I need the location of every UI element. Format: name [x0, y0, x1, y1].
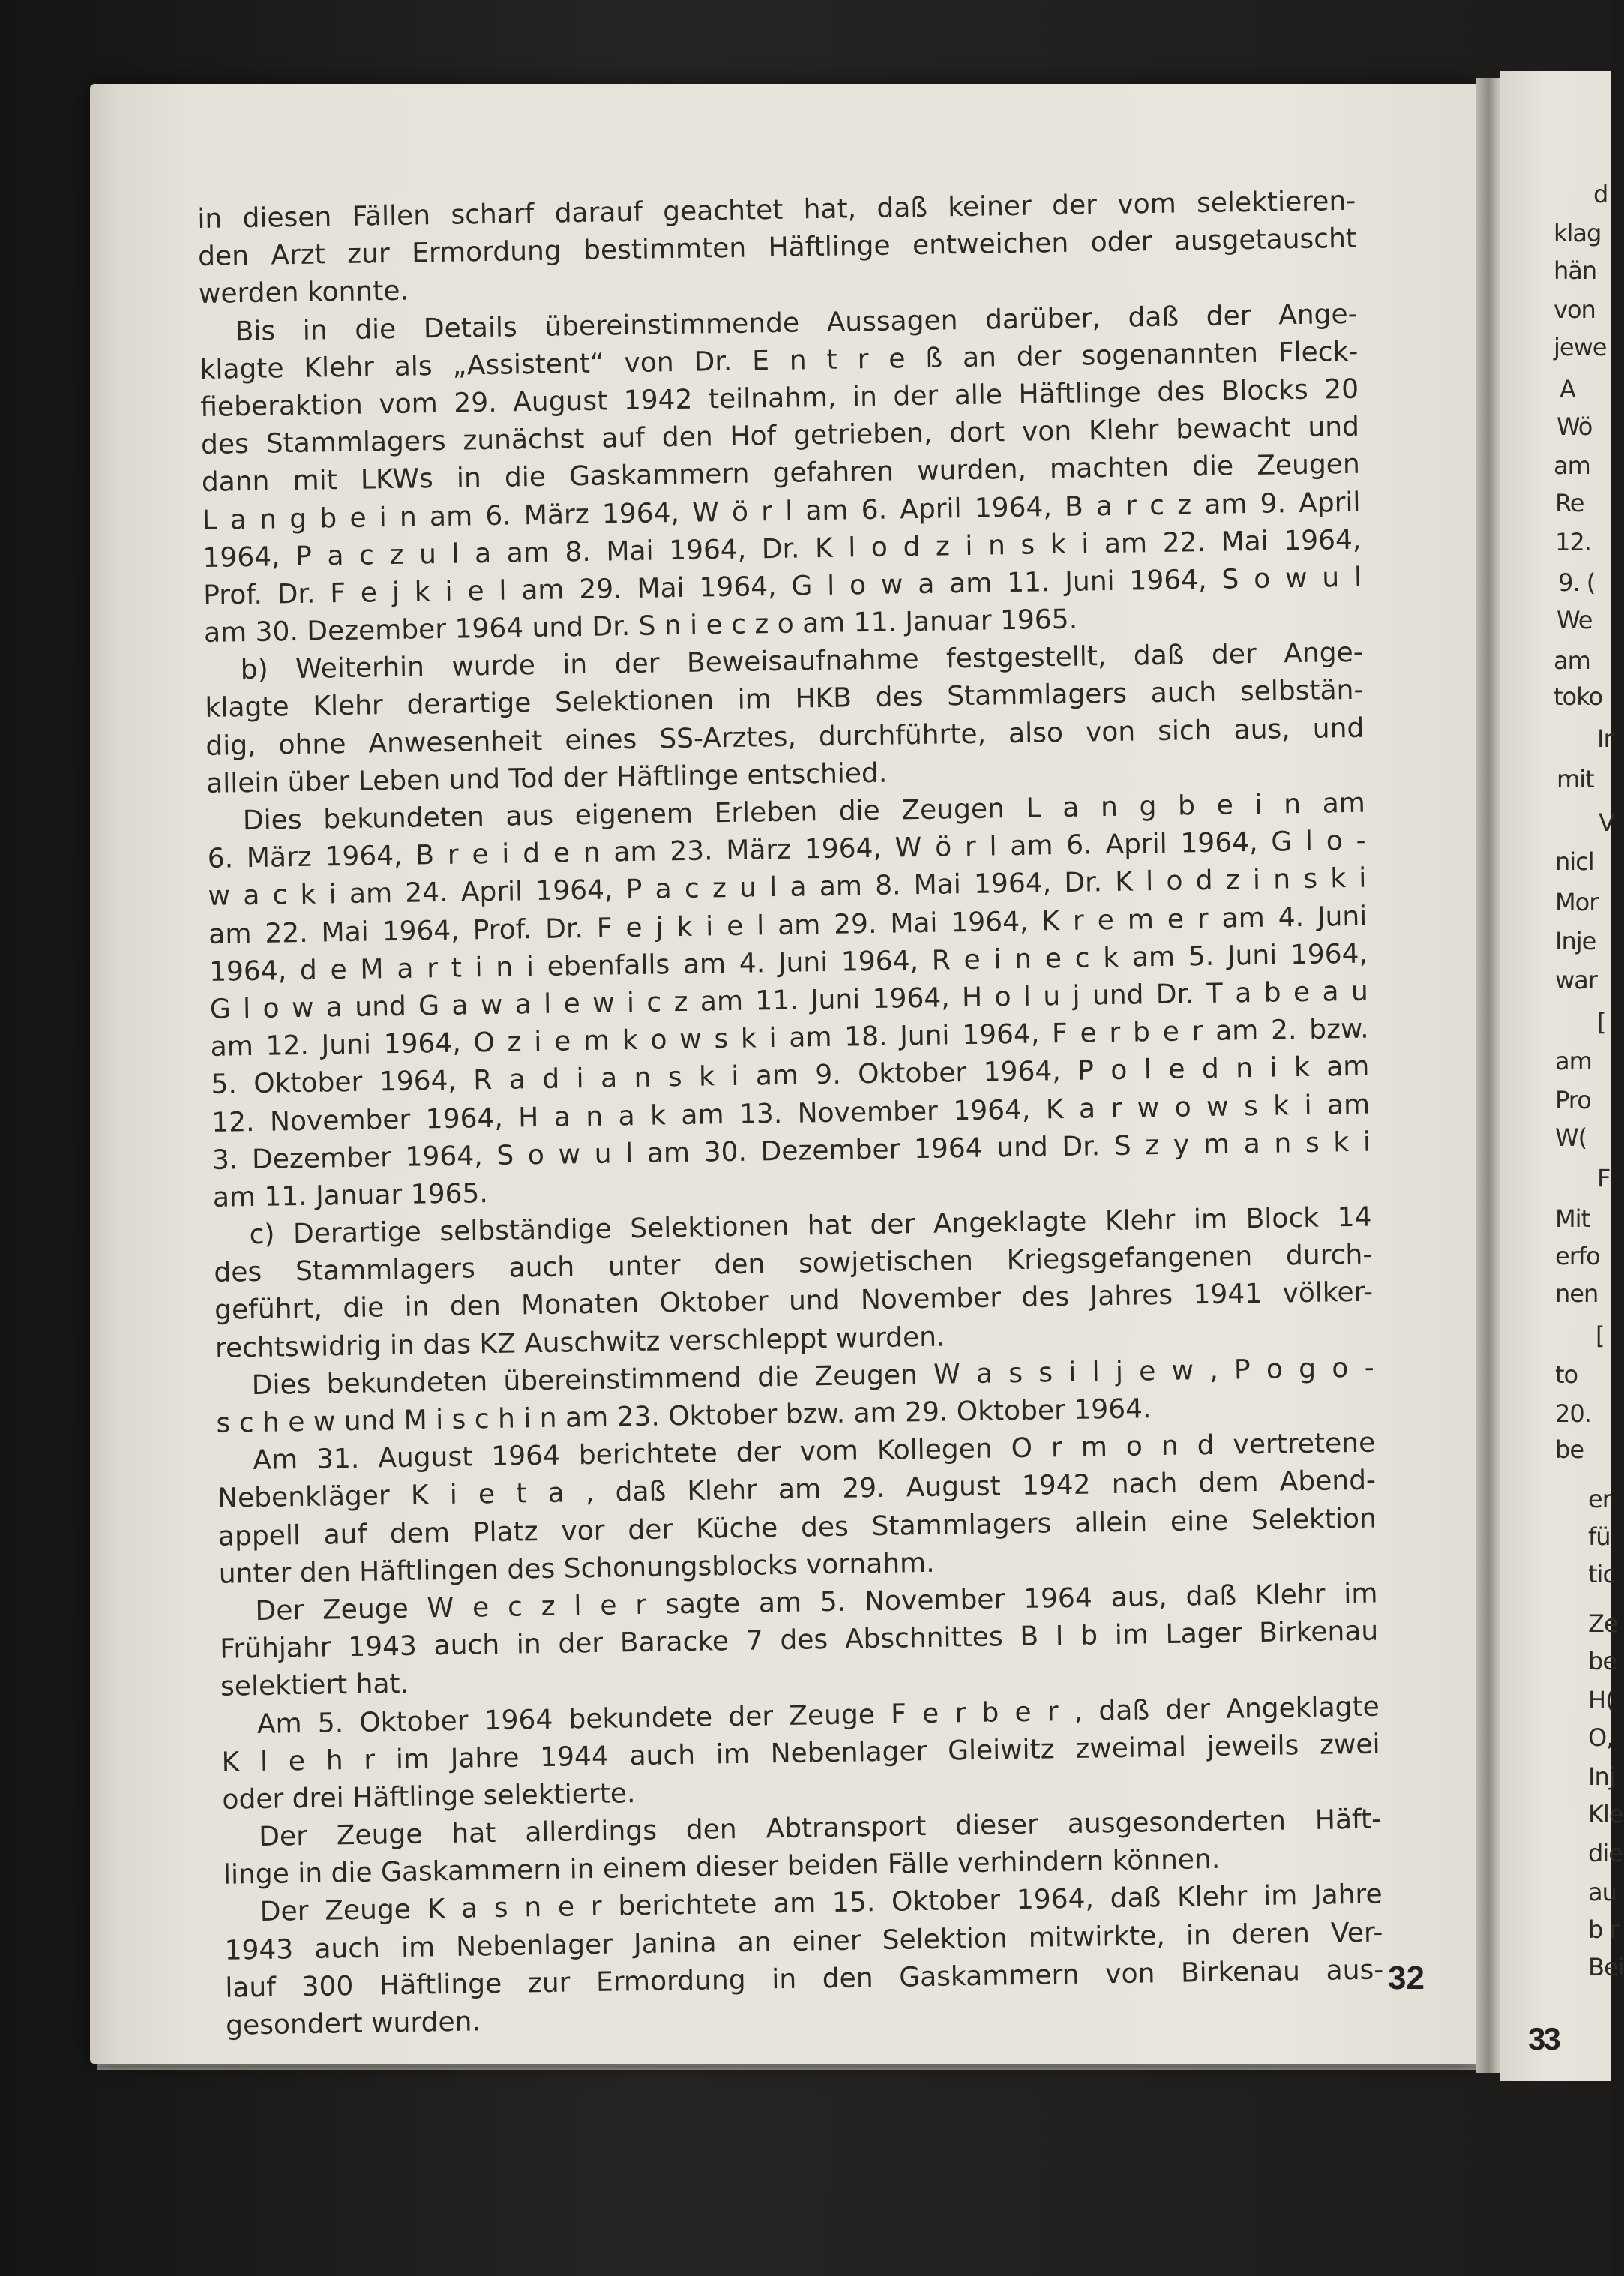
text-line: Der Zeuge hat allerdings den Abtransport dieser ausgesonderten Häft-	[258, 1804, 1382, 1853]
text-line: Der Zeuge K a s n e r berichtete am 15. Oktober 1964, daß Klehr im Jahre	[259, 1879, 1383, 1928]
text-line: 5. Oktober 1964, R a d i a n s k i am 9. Oktober 1964, P o l e d n i k am	[211, 1051, 1370, 1101]
text-line: am 22. Mai 1964, Prof. Dr. F e j k i e l am 29. Mai 1964, K r e m e r am 4. Juni	[208, 901, 1368, 950]
right-page-text-fragment: tic	[1588, 1560, 1616, 1588]
right-page-text-fragment: Inj	[1588, 1762, 1615, 1791]
text-line: L a n g b e i n am 6. März 1964, W ö r l am 6. April 1964, B a r c z am 9. April	[202, 487, 1361, 536]
right-page-text-fragment: F	[1597, 1164, 1611, 1192]
page-number-right: 33	[1528, 2021, 1559, 2056]
text-line: selektiert hat.	[220, 1669, 409, 1703]
text-line: K l e h r im Jahre 1944 auch im Nebenlager Gleiwitz zweimal jeweils zwei	[221, 1729, 1380, 1778]
right-page-text-fragment: [	[1597, 1008, 1606, 1036]
text-line: in diesen Fällen scharf darauf geachtet hat, daß keiner der vom selektieren-	[197, 185, 1356, 235]
right-page-text-fragment: Pro	[1555, 1086, 1591, 1114]
text-line: des Stammlagers auch unter den sowjetischen Kriegsgefangenen durch-	[214, 1239, 1373, 1289]
right-page-text-fragment: We	[1557, 606, 1593, 634]
right-page-text-fragment: am	[1554, 646, 1590, 675]
right-page-text-fragment: Ir	[1597, 724, 1613, 753]
right-page-text-fragment: 20.	[1555, 1399, 1591, 1428]
text-line: 1943 auch im Nebenlager Janina an einer Selektion mitwirkte, in deren Ver-	[224, 1917, 1383, 1966]
text-line: gesondert wurden.	[225, 2006, 481, 2041]
text-line: am 11. Januar 1965.	[212, 1177, 489, 1213]
right-page-text-fragment: A	[1560, 375, 1575, 403]
right-page-text-fragment: fü	[1588, 1522, 1611, 1551]
text-line: klagte Klehr als „Assistent“ von Dr. E n t r e ß an der sogenannten Fleck-	[199, 336, 1359, 385]
text-line: c) Derartige selbständige Selektionen hat der Angeklagte Klehr im Block 14	[249, 1201, 1372, 1251]
right-page-text-fragment: die	[1588, 1839, 1623, 1867]
right-page-text-fragment: be	[1588, 1647, 1617, 1675]
text-line: 3. Dezember 1964, S o w u l am 30. Dezember 1964 und Dr. S z y m a n s k i	[211, 1126, 1371, 1176]
right-page-text-fragment: Re	[1555, 489, 1584, 517]
page-number-left: 32	[1388, 1960, 1425, 1996]
right-page-text-fragment: am	[1555, 1047, 1592, 1075]
right-page	[1500, 71, 1624, 2081]
text-line: 1964, d e M a r t i n i ebenfalls am 4. Juni 1964, R e i n e c k am 5. Juni 1964,	[208, 938, 1368, 988]
text-line: Dies bekundeten aus eigenem Erleben die Zeugen L a n g b e i n am	[242, 787, 1366, 837]
text-line: Bis in die Details übereinstimmende Aussagen darüber, daß der Ange-	[235, 298, 1358, 347]
right-page-text-fragment: jewe	[1554, 333, 1607, 361]
right-page-text-fragment: klag	[1554, 219, 1602, 247]
text-line: dig, ohne Anwesenheit eines SS-Arztes, durchführte, also von sich aus, und	[205, 712, 1365, 762]
text-line: den Arzt zur Ermordung bestimmten Häftlinge entweichen oder ausgetauscht	[197, 223, 1357, 273]
text-line: geführt, die in den Monaten Oktober und November des Jahres 1941 völker-	[214, 1276, 1374, 1327]
right-page-text-fragment: Bei	[1588, 1953, 1624, 1981]
right-page-text-fragment: toko	[1554, 682, 1603, 711]
text-line: Am 5. Oktober 1964 bekundete der Zeuge F e r b e r , daß der Angeklagte	[256, 1690, 1380, 1740]
right-page-text-fragment: V	[1599, 808, 1614, 837]
right-page-text-fragment: W(	[1555, 1123, 1587, 1152]
right-page-text-fragment: Kle	[1588, 1800, 1623, 1828]
text-line: s c h e w und M i s c h i n am 23. Oktober bzw. am 29. Oktober 1964.	[216, 1393, 1152, 1439]
right-page-text-fragment: H(	[1588, 1686, 1614, 1714]
text-line: Am 31. August 1964 berichtete der vom Kollegen O r m o n d vertretene	[253, 1427, 1376, 1477]
text-line: Prof. Dr. F e j k i e l am 29. Mai 1964, G l o w a am 11. Juni 1964, S o w u l	[202, 562, 1362, 611]
text-line: w a c k i am 24. April 1964, P a c z u l a am 8. Mai 1964, Dr. K l o d z i n s k i	[208, 862, 1367, 913]
right-page-text-fragment: hän	[1554, 256, 1597, 285]
right-page-text-fragment: 12.	[1555, 528, 1591, 556]
right-page-text-fragment: d	[1593, 180, 1608, 208]
right-page-text-fragment: be	[1555, 1435, 1584, 1464]
text-line: 12. November 1964, H a n a k am 13. November 1964, K a r w o w s k i am	[211, 1089, 1371, 1138]
right-page-text-fragment: erfo	[1555, 1242, 1600, 1270]
right-page-fragments	[1500, 71, 1624, 2081]
right-page-text-fragment: Mor	[1555, 888, 1599, 916]
right-page-text-fragment: am	[1554, 451, 1590, 480]
right-page-text-fragment: nicl	[1555, 847, 1594, 876]
text-line: Der Zeuge W e c z l e r sagte am 5. November 1964 aus, daß Klehr im	[255, 1578, 1378, 1627]
right-page-text-fragment: 9. (	[1558, 568, 1596, 597]
text-line: 1964, P a c z u l a am 8. Mai 1964, Dr. K l o d z i n s k i am 22. Mai 1964,	[202, 524, 1362, 574]
right-page-text-fragment: to	[1555, 1360, 1578, 1389]
right-page-text-fragment: nen	[1555, 1279, 1599, 1308]
text-line: dann mit LKWs in die Gaskammern gefahren wurden, machten die Zeugen	[201, 449, 1361, 499]
text-line: lauf 300 Häftlinge zur Ermordung in den Gaskammern von Birkenau aus-	[225, 1954, 1384, 2004]
text-line: G l o w a und G a w a l e w i c z am 11. Juni 1964, H o l u j und Dr. T a b e a u	[209, 976, 1369, 1025]
right-page-text-fragment: b r	[1588, 1915, 1619, 1944]
text-line: allein über Leben und Tod der Häftlinge entschied.	[205, 757, 888, 799]
text-line: linge in die Gaskammern in einem dieser beiden Fälle verhindern können.	[223, 1844, 1221, 1891]
body-text	[197, 183, 1384, 2045]
text-line: Dies bekundeten übereinstimmend die Zeugen W a s s i l j e w , P o g o -	[251, 1352, 1374, 1401]
text-line: des Stammlagers zunächst auf den Hof getrieben, dort von Klehr bewacht und	[200, 411, 1360, 461]
text-line: Frühjahr 1943 auch in der Baracke 7 des Abschnittes B I b im Lager Birkenau	[220, 1615, 1379, 1665]
right-page-text-fragment: war	[1555, 966, 1597, 994]
right-page-text-fragment: Mit	[1555, 1204, 1590, 1233]
text-line: am 30. Dezember 1964 und Dr. S n i e c z o am 11. Januar 1965.	[203, 604, 1078, 649]
right-page-text-fragment: Inje	[1555, 927, 1596, 955]
text-line: rechtswidrig in das KZ Auschwitz verschleppt wurden.	[214, 1321, 945, 1364]
right-page-text-fragment: mit	[1557, 765, 1594, 793]
text-line: unter den Häftlingen des Schonungsblocks vornahm.	[218, 1547, 935, 1590]
text-line: am 12. Juni 1964, O z i e m k o w s k i am 18. Juni 1964, F e r b e r am 2. bzw.	[210, 1013, 1369, 1063]
right-page-text-fragment: [	[1596, 1321, 1605, 1350]
text-line: Nebenkläger K i e t a , daß Klehr am 29. August 1942 nach dem Abend-	[217, 1465, 1377, 1515]
text-line: klagte Klehr derartige Selektionen im HKB des Stammlagers auch selbstän-	[205, 675, 1364, 724]
text-line: appell auf dem Platz vor der Küche des Stammlagers allein eine Selektion	[217, 1503, 1377, 1552]
text-line: b) Weiterhin wurde in der Beweisaufnahme festgestellt, daß der Ange-	[240, 637, 1363, 686]
text-line: werden konnte.	[198, 275, 409, 310]
text-line: 6. März 1964, B r e i d e n am 23. März 1964, W ö r l am 6. April 1964, G l o -	[207, 825, 1366, 875]
text-line: oder drei Häftlinge selektierte.	[222, 1777, 636, 1816]
text-line: fieberaktion vom 29. August 1942 teilnahm, in der alle Häftlinge des Blocks 20	[200, 373, 1359, 423]
right-page-text-fragment: Ze	[1588, 1609, 1618, 1638]
book-gutter	[1476, 78, 1501, 2073]
right-page-text-fragment: von	[1554, 295, 1596, 324]
right-page-text-fragment: au	[1588, 1878, 1617, 1906]
right-page-text-fragment: O,	[1588, 1723, 1614, 1752]
right-page-text-fragment: er	[1588, 1485, 1611, 1513]
right-page-text-fragment: Wö	[1557, 412, 1593, 441]
